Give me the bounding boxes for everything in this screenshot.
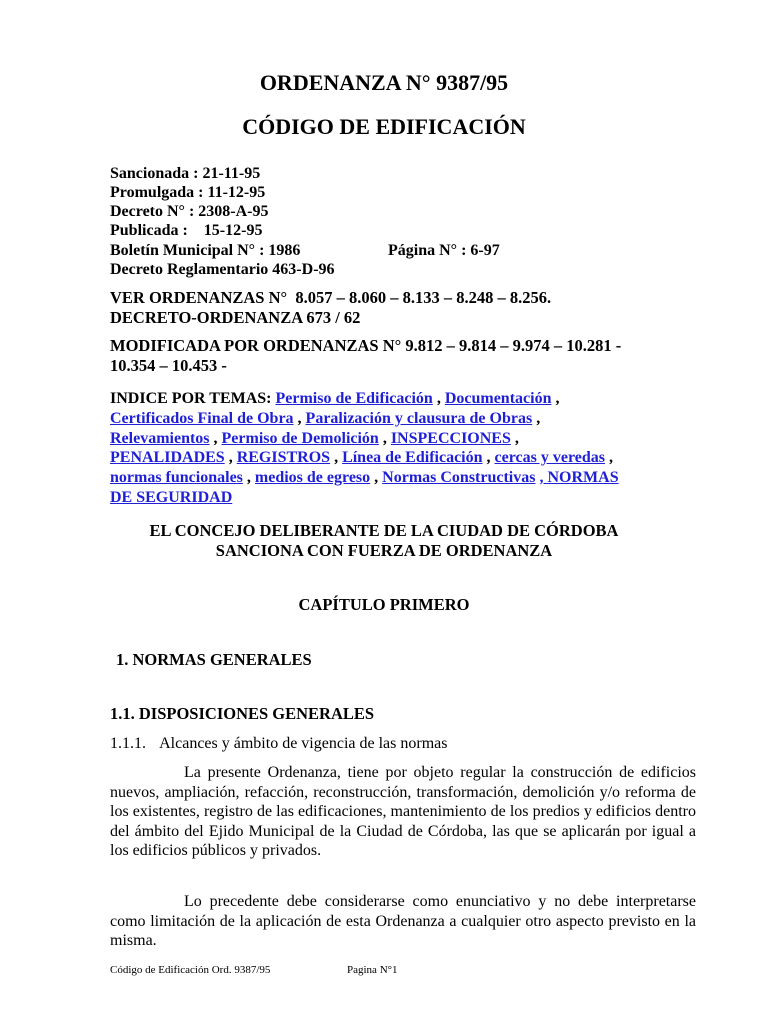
footer-document-name: Código de Edificación Ord. 9387/95 (110, 964, 271, 976)
section-1-1-heading: 1.1. DISPOSICIONES GENERALES (110, 704, 375, 723)
link-cercas-veredas[interactable]: cercas y veredas (494, 449, 605, 466)
link-normas-seguridad[interactable]: , NORMAS (539, 469, 619, 486)
link-registros[interactable]: REGISTROS (236, 449, 331, 466)
concejo-line-2: SANCIONA CON FUERZA DE ORDENANZA (215, 541, 553, 560)
link-relevamientos[interactable]: Relevamientos (110, 430, 210, 447)
document-title: ORDENANZA N° 9387/95 (259, 70, 509, 95)
index-line-4: PENALIDADES , REGISTROS , Línea de Edificación , cercas y veredas , (110, 449, 613, 466)
meta-pagina: Página N° : 6-97 (388, 242, 500, 259)
link-certificados[interactable]: Certificados Final de Obra (110, 410, 294, 427)
link-penalidades[interactable]: PENALIDADES (110, 449, 225, 466)
link-normas-constructivas[interactable]: Normas Constructivas (382, 469, 536, 486)
index-line-2: Certificados Final de Obra , Paralización y clausura de Obras , (110, 410, 541, 427)
section-1-1-1-title: Alcances y ámbito de vigencia de las normas (159, 735, 448, 752)
capitulo-heading: CAPÍTULO PRIMERO (298, 595, 470, 614)
meta-sancionada: Sancionada : 21-11-95 (110, 165, 261, 182)
index-line-6 (110, 488, 232, 507)
meta-publicada: Publicada : 15-12-95 (110, 222, 263, 239)
footer-page-number: Pagina N°1 (347, 964, 398, 976)
modificada-line-2: 10.354 – 10.453 - (110, 356, 227, 375)
index-line-1: INDICE POR TEMAS: Permiso de Edificación , Documentación , (110, 390, 560, 407)
link-inspecciones[interactable]: INSPECCIONES (390, 430, 511, 447)
meta-decreto-reglamentario: Decreto Reglamentario 463-D-96 (110, 261, 335, 278)
document-subtitle: CÓDIGO DE EDIFICACIÓN (242, 114, 526, 139)
paragraph-alcances: La presente Ordenanza, tiene por objeto regular la construcción de edificios nuevos, ampliación, refacción, reconstrucción, transformación, demolición y/o reforma de los existentes, registro de las edificaciones, mantenimiento de los predios y edificios dentro del ámbito del Ejido Municipal de la Ciudad de Córdoba, las que se aplicarán por igual a los edificios públicos y privados. (110, 764, 696, 859)
decreto-ordenanza: DECRETO-ORDENANZA 673 / 62 (110, 308, 361, 327)
link-documentacion[interactable]: Documentación (444, 390, 552, 407)
link-normas-funcionales[interactable]: normas funcionales (110, 469, 243, 486)
index-line-5: normas funcionales , medios de egreso , Normas Constructivas , NORMAS (110, 469, 619, 486)
link-paralizacion[interactable]: Paralización y clausura de Obras (305, 410, 533, 427)
index-line-3: Relevamientos , Permiso de Demolición , INSPECCIONES , (110, 430, 519, 447)
meta-boletin: Boletín Municipal N° : 1986 (110, 242, 301, 259)
section-1-1-1-number: 1.1.1. (110, 735, 146, 752)
modificada-line-1: MODIFICADA POR ORDENANZAS N° 9.812 – 9.814 – 9.974 – 10.281 - (110, 336, 622, 355)
meta-decreto: Decreto N° : 2308-A-95 (110, 203, 269, 220)
link-medios-egreso[interactable]: medios de egreso (254, 469, 371, 486)
link-permiso-demolicion[interactable]: Permiso de Demolición (221, 430, 379, 447)
link-linea-edificacion[interactable]: Línea de Edificación (342, 449, 483, 466)
section-1-heading: 1. NORMAS GENERALES (116, 650, 312, 669)
paragraph-precedente: Lo precedente debe considerarse como enunciativo y no debe interpretarse como limitación de la aplicación de esta Ordenanza a cualquier otro aspecto previsto en la misma. (110, 893, 696, 949)
meta-promulgada: Promulgada : 11-12-95 (110, 184, 266, 201)
section-1-1-1-heading (110, 734, 447, 753)
link-permiso-edificacion[interactable]: Permiso de Edificación (275, 390, 433, 407)
index-label: INDICE POR TEMAS: (110, 390, 272, 407)
link-normas-seguridad-cont[interactable]: DE SEGURIDAD (110, 489, 233, 506)
ver-ordenanzas: VER ORDENANZAS N° 8.057 – 8.060 – 8.133 – 8.248 – 8.256. (110, 288, 552, 307)
concejo-line-1: EL CONCEJO DELIBERANTE DE LA CIUDAD DE CÓRDOBA (149, 521, 619, 540)
